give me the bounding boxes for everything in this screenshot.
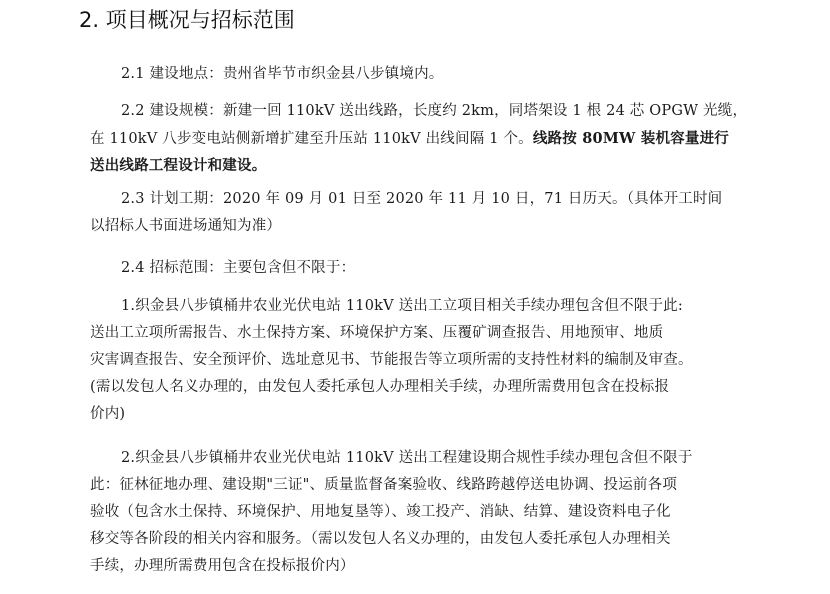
paragraph-schedule-cont xyxy=(90,213,281,240)
paragraph-scale-cont xyxy=(90,125,729,179)
paragraph-scope-item1-cont xyxy=(90,320,693,428)
text-line: 验收（包含水土保持、环境保护、用地复垦等）、竣工投产、消缺、结算、建设资料电子化 xyxy=(90,504,671,520)
paragraph-scope-item1 xyxy=(121,293,683,320)
text-line: 以招标人书面进场通知为准） xyxy=(90,218,282,234)
text-line: 移交等各阶段的相关内容和服务。（需以发包人名义办理的，由发包人委托承包人办理相关 xyxy=(90,531,671,547)
text-line: 手续，办理所需费用包含在投标报价内） xyxy=(90,558,355,574)
text-line: 灾害调查报告、安全预评价、选址意见书、节能报告等立项所需的支持性材料的编制及审查。 xyxy=(90,352,693,368)
text-line: 送出工立项所需报告、水土保持方案、环境保护方案、压覆矿调查报告、用地预审、地质 xyxy=(90,325,664,341)
text-line: 2.1 建设地点：贵州省毕节市织金县八步镇境内。 xyxy=(121,66,444,82)
text-line: (需以发包人名义办理的，由发包人委托承包人办理相关手续，办理所需费用包含在投标报 xyxy=(90,379,670,395)
text-line: 2.3 计划工期：2020 年 09 月 01 日至 2020 年 11 月 10 日，71 日历天。（具体开工时间 xyxy=(121,191,723,207)
paragraph-location xyxy=(121,61,443,88)
text-segment: 在 110kV 八步变电站侧新增扩建至升压站 110kV 出线间隔 1 个。 xyxy=(90,131,533,147)
bold-text-segment: 线路按 80MW 装机容量进行 xyxy=(532,130,729,147)
paragraph-schedule xyxy=(121,186,722,213)
text-line xyxy=(90,125,729,152)
text-line: 2.2 建设规模：新建一回 110kV 送出线路，长度约 2km，同塔架设 1 根 24 芯 OPGW 光缆， xyxy=(121,103,748,119)
paragraph-scope-item2-cont xyxy=(90,472,677,580)
paragraph-scale xyxy=(121,98,747,125)
text-line: 价内) xyxy=(90,406,126,422)
text-line: 1.织金县八步镇桶井农业光伏电站 110kV 送出工立项目相关手续办理包含但不限于此: xyxy=(121,298,683,314)
text-line: 2.织金县八步镇桶井农业光伏电站 110kV 送出工程建设期合规性手续办理包含但不限于 xyxy=(121,450,693,466)
text-line: 2.4 招标范围：主要包含但不限于： xyxy=(121,260,356,276)
bold-text-line: 送出线路工程设计和建设。 xyxy=(90,157,267,174)
paragraph-scope xyxy=(121,255,355,282)
text-line: 此：征林征地办理、建设期"三证"、质量监督备案验收、线路跨越停送电协调、投运前各项 xyxy=(90,477,678,493)
section-heading: 2. 项目概况与招标范围 xyxy=(79,8,295,32)
paragraph-scope-item2 xyxy=(121,445,693,472)
